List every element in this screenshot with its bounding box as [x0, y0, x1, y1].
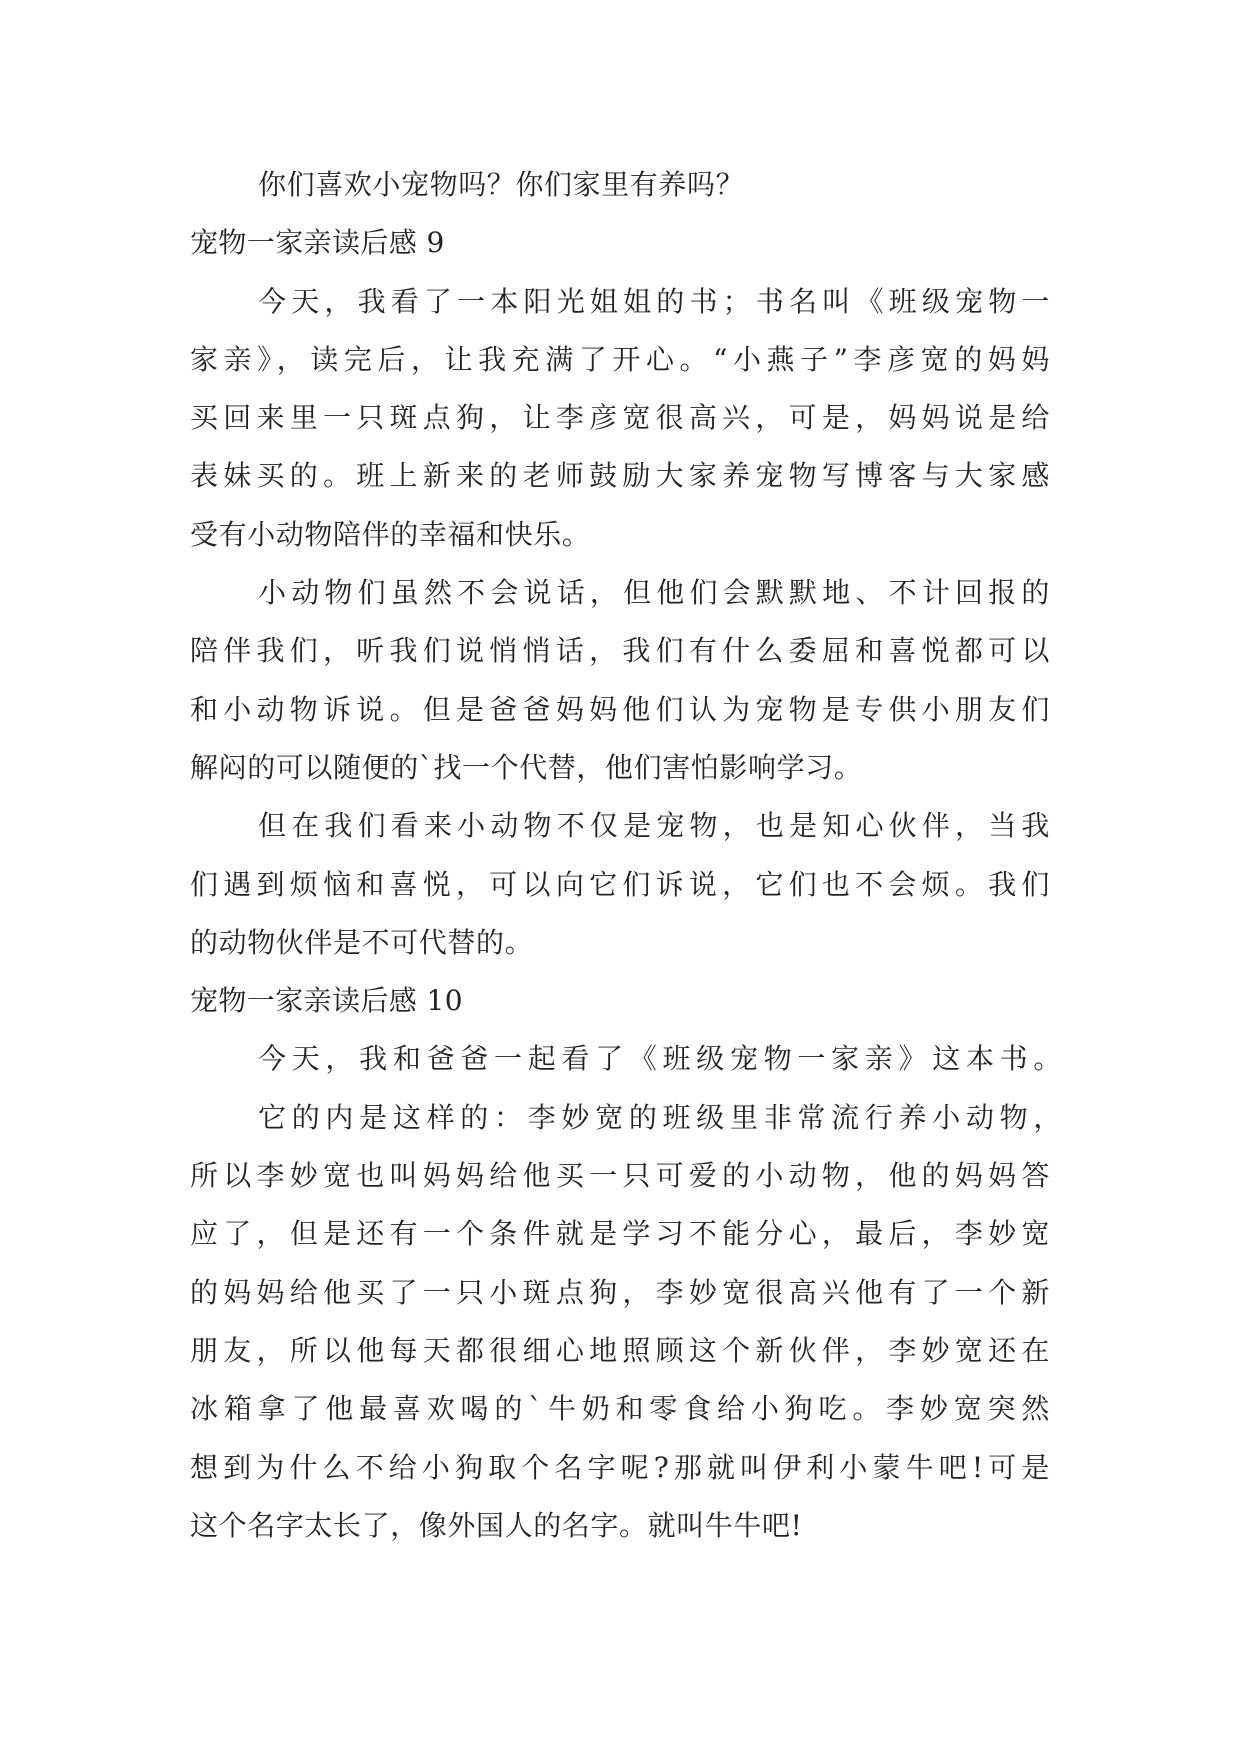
paragraph-line: 家亲》，读完后，让我充满了开心。“小燕子”李彦宽的妈妈 [190, 342, 1050, 376]
paragraph-line: 今天，我和爸爸一起看了《班级宠物一家亲》这本书。 [258, 1042, 1062, 1076]
paragraph-line: 今天，我看了一本阳光姐姐的书；书名叫《班级宠物一 [258, 284, 1050, 318]
paragraph-line: 这个名字太长了，像外国人的名字。就叫牛牛吧! [190, 1508, 803, 1542]
paragraph-line: 解闷的可以随便的`找一个代替，他们害怕影响学习。 [190, 750, 863, 784]
paragraph-line: 的动物伙伴是不可代替的。 [190, 925, 534, 959]
section-heading: 宠物一家亲读后感 9 [190, 226, 445, 260]
paragraph-line: 买回来里一只斑点狗，让李彦宽很高兴，可是，妈妈说是给 [190, 401, 1050, 435]
paragraph-line: 们遇到烦恼和喜悦，可以向它们诉说，它们也不会烦。我们 [190, 867, 1050, 901]
section-heading: 宠物一家亲读后感 10 [190, 984, 463, 1018]
paragraph-line: 和小动物诉说。但是爸爸妈妈他们认为宠物是专供小朋友们 [190, 692, 1050, 726]
paragraph-line: 表妹买的。班上新来的老师鼓励大家养宠物写博客与大家感 [190, 459, 1050, 493]
paragraph-line: 小动物们虽然不会说话，但他们会默默地、不计回报的 [258, 576, 1050, 610]
paragraph-line: 的妈妈给他买了一只小斑点狗，李妙宽很高兴他有了一个新 [190, 1275, 1050, 1309]
paragraph-line: 受有小动物陪伴的幸福和快乐。 [190, 517, 591, 551]
paragraph-line: 想到为什么不给小狗取个名字呢?那就叫伊利小蒙牛吧!可是 [190, 1450, 1050, 1484]
paragraph-line: 它的内是这样的：李妙宽的班级里非常流行养小动物， [258, 1100, 1062, 1134]
paragraph-line: 所以李妙宽也叫妈妈给他买一只可爱的小动物，他的妈妈答 [190, 1159, 1050, 1193]
document-body [190, 156, 1062, 1555]
paragraph-line: 但在我们看来小动物不仅是宠物，也是知心伙伴，当我 [258, 809, 1050, 843]
paragraph-line: 陪伴我们，听我们说悄悄话，我们有什么委屈和喜悦都可以 [190, 634, 1050, 668]
paragraph-line: 朋友，所以他每天都很细心地照顾这个新伙伴，李妙宽还在 [190, 1333, 1050, 1367]
paragraph-line: 你们喜欢小宠物吗？你们家里有养吗？ [258, 168, 745, 201]
paragraph-line: 冰箱拿了他最喜欢喝的`牛奶和零食给小狗吃。李妙宽突然 [190, 1392, 1050, 1426]
paragraph-line: 应了，但是还有一个条件就是学习不能分心，最后，李妙宽 [190, 1217, 1050, 1251]
